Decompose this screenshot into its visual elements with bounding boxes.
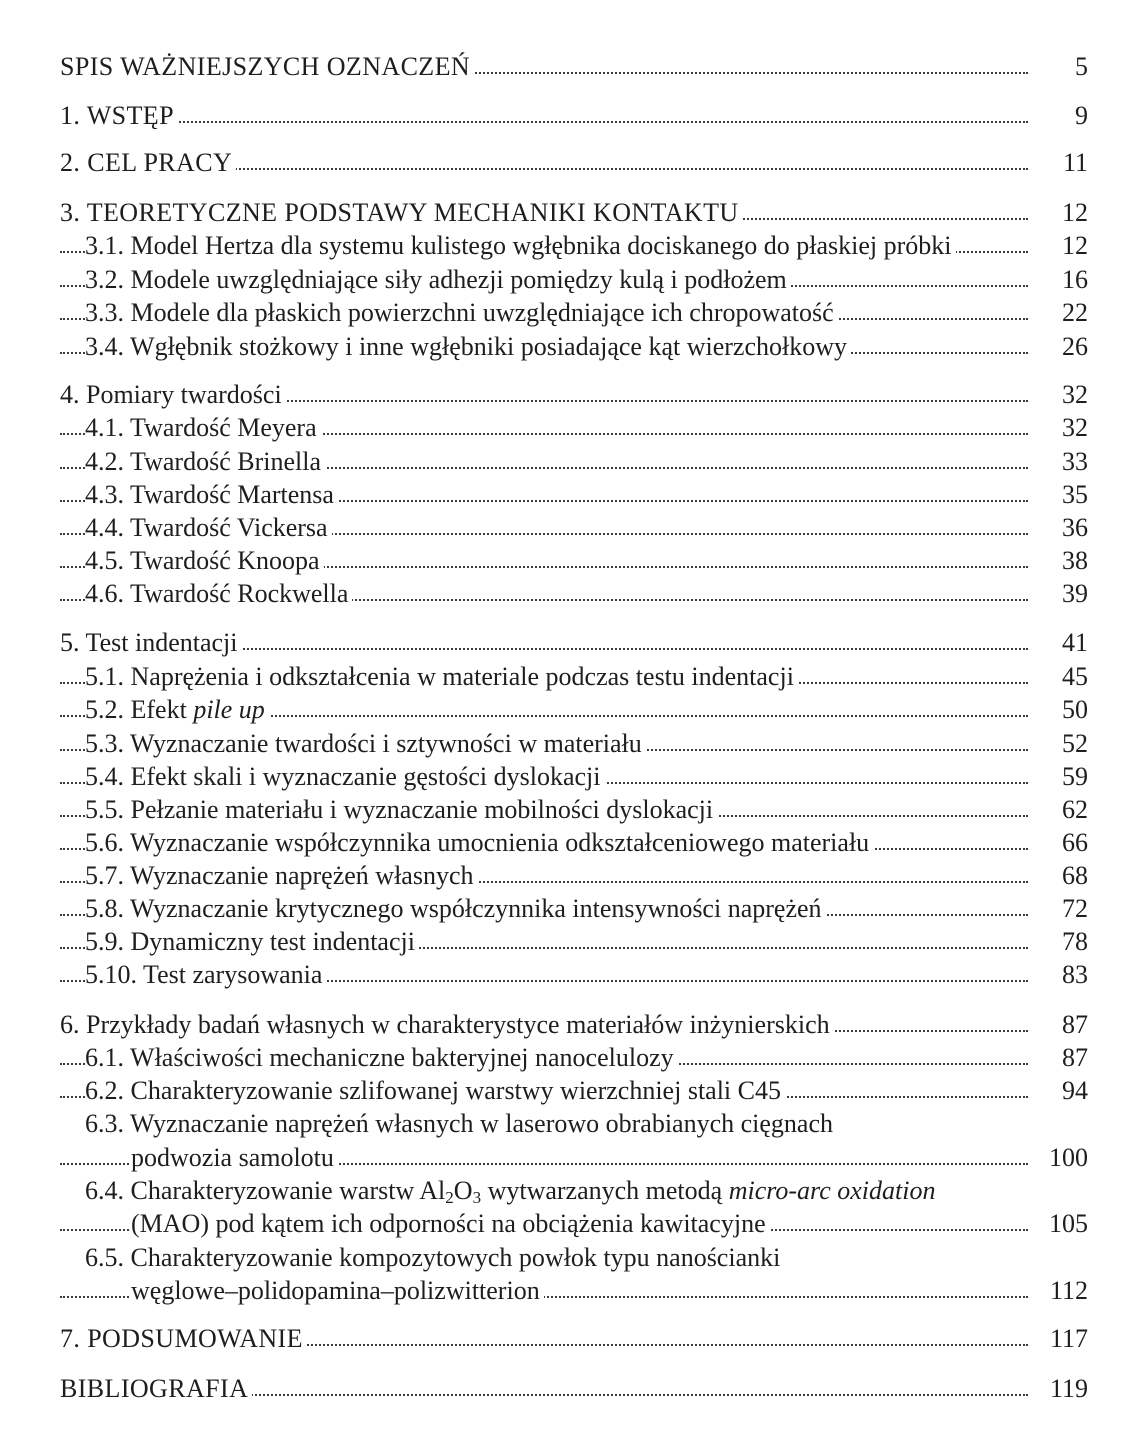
toc-entry-label-line1: 6.3. Wyznaczanie naprężeń własnych w laserowo obrabianych cięgnach [85,1109,834,1138]
toc-entry [0,626,1134,660]
toc-entry [0,1207,1134,1241]
toc-entry [0,50,1134,84]
toc-entry [0,229,1134,263]
toc-entry-label: 7. PODSUMOWANIE [60,1322,307,1356]
toc-entry [0,925,1134,959]
toc-entry-label: 5.5. Pełzanie materiału i wyznaczanie mobilności dyslokacji [85,793,717,827]
toc-leader-dots [60,121,1028,123]
toc-entry [0,146,1134,180]
toc-entry-page: 59 [1062,762,1088,791]
toc-entry-label: 6.1. Właściwości mechaniczne bakteryjnej nanocelulozy [85,1041,678,1075]
toc-entry-label: 3.3. Modele dla płaskich powierzchni uwzględniające ich chropowatość [85,296,838,330]
toc-entry-label: 5.10. Test zarysowania [85,958,326,992]
toc-entry [0,411,1134,445]
toc-label-part: 6.4. Charakteryzowanie warstw Al [85,1176,446,1205]
toc-entry [0,958,1134,992]
toc-entry-label: 5.4. Efekt skali i wyznaczanie gęstości dyslokacji [85,760,605,794]
toc-entry-page: 26 [1062,332,1088,361]
toc-entry-label: BIBLIOGRAFIA [60,1372,252,1406]
toc-entry-page: 16 [1062,265,1088,294]
toc-label-italic: micro-arc oxidation [728,1176,936,1205]
toc-entry-page: 32 [1062,413,1088,442]
toc-entry-label: 6. Przykłady badań własnych w charakterystyce materiałów inżynierskich [60,1008,834,1042]
toc-entry-page: 62 [1062,795,1088,824]
toc-entry-page: 35 [1062,480,1088,509]
toc-entry-label: 4.3. Twardość Martensa [85,478,338,512]
toc-entry-page: 119 [1049,1374,1088,1403]
toc-entry-label: 1. WSTĘP [60,99,178,133]
toc-entry-label: 2. CEL PRACY [60,146,236,180]
subscript: 3 [472,1188,482,1207]
toc-entry-page: 52 [1062,729,1088,758]
toc-entry-page: 66 [1062,828,1088,857]
toc-entry-page: 45 [1062,662,1088,691]
toc-entry [0,1322,1134,1356]
toc-entry-page: 112 [1049,1276,1088,1305]
toc-entry-label-line2: węglowe–polidopamina–polizwitterion [131,1274,544,1308]
toc-entry [0,263,1134,297]
toc-entry-label: 3.1. Model Hertza dla systemu kulistego wgłębnika dociskanego do płaskiej próbki [85,229,956,263]
toc-entry [0,793,1134,827]
toc-entry-page: 41 [1062,628,1088,657]
toc-entry-first-line [0,1241,1134,1275]
toc-entry-label: 5.7. Wyznaczanie naprężeń własnych [85,859,478,893]
toc-entry [0,1074,1134,1108]
toc-entry [0,478,1134,512]
toc-entry [0,660,1134,694]
toc-label-italic: pile up [193,695,265,724]
toc-entry-page: 9 [1075,101,1088,130]
toc-entry-page: 83 [1062,960,1088,989]
toc-entry [0,577,1134,611]
toc-entry-label-line1: 6.5. Charakteryzowanie kompozytowych powłok typu nanościanki [85,1243,781,1272]
toc-entry-label: 5. Test indentacji [60,626,242,660]
toc-entry [0,99,1134,133]
toc-entry-page: 12 [1062,231,1088,260]
toc-entry [0,1274,1134,1308]
toc-entry-page: 5 [1075,52,1088,81]
toc-entry [0,1141,1134,1175]
toc-entry-label: 5.1. Naprężenia i odkształcenia w materiale podczas testu indentacji [85,660,798,694]
toc-entry-page: 32 [1062,380,1088,409]
toc-entry [0,693,1134,727]
toc-entry-page: 38 [1062,546,1088,575]
toc-entry-page: 39 [1062,579,1088,608]
toc-label-prefix: 5.2. Efekt [85,695,194,724]
toc-entry-label: 4.1. Twardość Meyera [85,411,321,445]
toc-entry-page: 87 [1062,1043,1088,1072]
toc-entry [0,511,1134,545]
toc-entry-page: 100 [1049,1143,1088,1172]
toc-entry-label [85,693,269,727]
toc-entry-label: 3. TEORETYCZNE PODSTAWY MECHANIKI KONTAKTU [60,196,743,230]
toc-entry-label-line2: podwozia samolotu [131,1141,338,1175]
toc-entry [0,378,1134,412]
toc-entry-page: 11 [1062,148,1088,177]
toc-entry [0,445,1134,479]
toc-entry-label: 3.4. Wgłębnik stożkowy i inne wgłębniki posiadające kąt wierzchołkowy [85,330,851,364]
subscript: 2 [445,1188,454,1207]
toc-entry-label: 5.6. Wyznaczanie współczynnika umocnienia odkształceniowego materiału [85,826,873,860]
toc-label-part: O [453,1176,473,1205]
toc-entry [0,859,1134,893]
toc-entry-label: 4.2. Twardość Brinella [85,445,325,479]
toc-entry-page: 105 [1049,1209,1088,1238]
toc-entry-label: SPIS WAŻNIEJSZYCH OZNACZEŃ [60,50,474,84]
toc-entry [0,727,1134,761]
toc-entry-page: 72 [1062,894,1088,923]
toc-entry [0,760,1134,794]
toc-entry-label: 3.2. Modele uwzględniające siły adhezji pomiędzy kulą i podłożem [85,263,791,297]
toc-entry [0,1372,1134,1406]
toc-entry [0,892,1134,926]
toc-entry [0,544,1134,578]
toc-entry-page: 117 [1049,1324,1088,1353]
toc-entry-label-line2: (MAO) pod kątem ich odporności na obciążenia kawitacyjne [131,1207,770,1241]
toc-entry-label: 4.5. Twardość Knoopa [85,544,324,578]
toc-entry-page: 78 [1062,927,1088,956]
toc-entry [0,1041,1134,1075]
toc-entry-first-line [0,1174,1134,1208]
toc-entry-first-line [0,1107,1134,1141]
toc-entry-label: 6.2. Charakteryzowanie szlifowanej warstwy wierzchniej stali C45 [85,1074,785,1108]
toc-entry-page: 94 [1062,1076,1088,1105]
toc-entry-page: 22 [1062,298,1088,327]
toc-entry-page: 36 [1062,513,1088,542]
toc-entry-label: 5.3. Wyznaczanie twardości i sztywności w materiału [85,727,646,761]
toc-entry [0,1008,1134,1042]
toc-entry [0,296,1134,330]
toc-entry [0,330,1134,364]
toc-entry [0,196,1134,230]
toc-entry [0,826,1134,860]
toc-entry-label: 5.8. Wyznaczanie krytycznego współczynnika intensywności naprężeń [85,892,826,926]
toc-entry-label: 4. Pomiary twardości [60,378,286,412]
toc-entry-page: 12 [1062,198,1088,227]
toc-entry-label: 4.6. Twardość Rockwella [85,577,352,611]
toc-entry-page: 33 [1062,447,1088,476]
toc-entry-page: 87 [1062,1010,1088,1039]
toc-entry-page: 50 [1062,695,1088,724]
toc-entry-label: 5.9. Dynamiczny test indentacji [85,925,419,959]
toc-entry-label-line1 [85,1174,935,1208]
toc-entry-page: 68 [1062,861,1088,890]
toc-label-part: wytwarzanych metodą [481,1176,729,1205]
toc-entry-label: 4.4. Twardość Vickersa [85,511,332,545]
